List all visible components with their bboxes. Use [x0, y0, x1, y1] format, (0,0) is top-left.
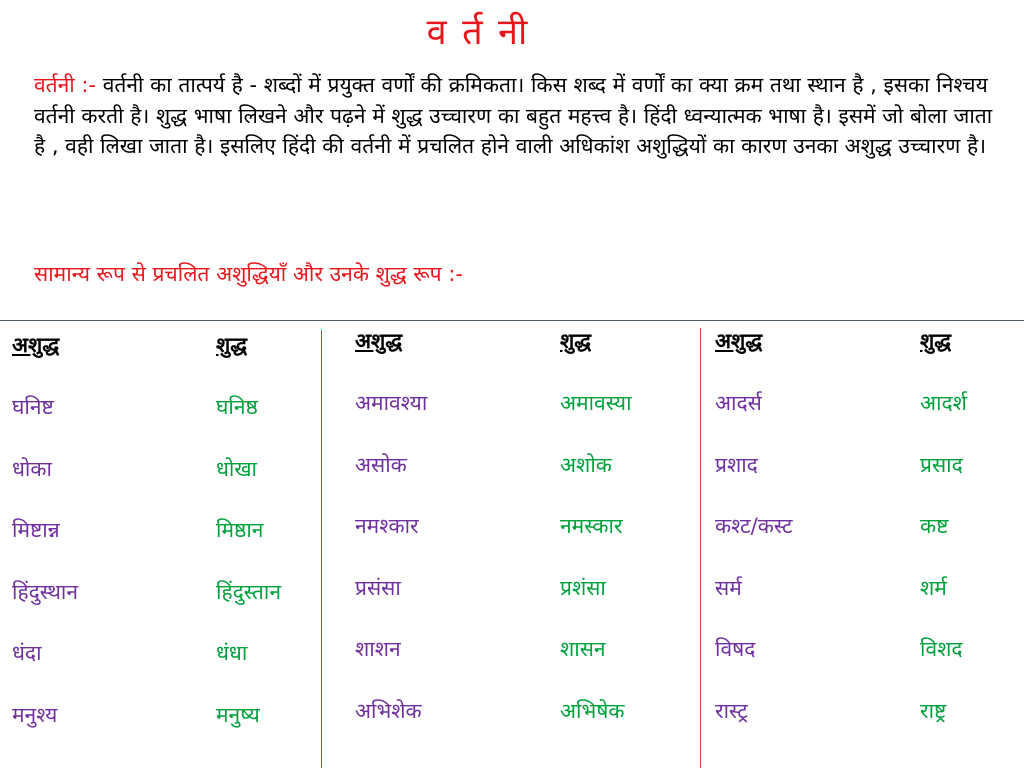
correct-word: घनिष्ठ: [216, 395, 258, 419]
group-3-incorrect-column: [715, 326, 793, 757]
incorrect-word: आदर्स: [715, 391, 762, 415]
correct-word: मनुष्य: [216, 702, 260, 727]
incorrect-word: शाशन: [355, 637, 401, 661]
group-1-correct-column: [216, 330, 281, 761]
correct-word: मिष्ठान: [216, 518, 264, 542]
correct-word: अमावस्या: [560, 391, 632, 415]
page-title: व र्त नी: [426, 12, 530, 53]
correct-word: शर्म: [920, 575, 947, 600]
incorrect-word: धंदा: [12, 641, 42, 665]
correct-word: कष्ट: [920, 514, 949, 538]
intro-paragraph: [34, 70, 994, 162]
incorrect-word: सर्म: [715, 575, 742, 600]
correct-header: शुद्ध: [560, 329, 592, 353]
column-divider-1: [321, 330, 322, 768]
incorrect-word: घनिष्ट: [12, 395, 54, 419]
group-3-correct-column: [920, 326, 967, 757]
correct-word: प्रशंसा: [560, 575, 606, 600]
correct-header: शुद्ध: [920, 329, 952, 353]
intro-text: वर्तनी का तात्पर्य है - शब्दों में प्रयुक्त वर्णों की क्रमिकता। किस शब्द में वर्णों का क्या क्रम तथा स्थान है , इसका निश्चय वर्तनी करती है। शुद्ध भाषा लिखने और पढ़ने में शुद्ध उच्चारण का बहुत महत्त्व है। हिंदी ध्वन्यात्मक भाषा है। इसमें जो बोला जाता है , वही लिखा जाता है। इसलिए हिंदी की वर्तनी में प्रचलित होने वाली अधिकांश अशुद्धियों का कारण उनका अशुद्ध उच्चारण है।: [34, 73, 993, 158]
incorrect-word: नमश्कार: [355, 514, 419, 538]
correct-header: शुद्ध: [216, 333, 248, 357]
correct-word: हिंदुस्तान: [216, 579, 281, 604]
correct-word: प्रसाद: [920, 452, 963, 477]
incorrect-word: रास्ट्र: [715, 698, 748, 723]
correct-word: धंधा: [216, 641, 248, 665]
group-2-correct-column: [560, 326, 632, 757]
incorrect-word: असोक: [355, 452, 407, 477]
correct-word: आदर्श: [920, 391, 967, 415]
incorrect-word: धोका: [12, 456, 52, 481]
correct-word: राष्ट्र: [920, 698, 947, 723]
incorrect-word: प्रशाद: [715, 452, 758, 477]
column-divider-2: [700, 328, 701, 768]
incorrect-word: अभिशेक: [355, 698, 422, 723]
group-2-incorrect-column: [355, 326, 427, 757]
incorrect-header: अशुद्ध: [12, 333, 60, 357]
table-heading: सामान्य रूप से प्रचलित अशुद्धियाँ और उनके शुद्ध रूप :-: [34, 262, 463, 286]
incorrect-word: अमावश्या: [355, 391, 428, 415]
incorrect-word: मिष्टान्न: [12, 518, 60, 542]
correct-word: शासन: [560, 637, 606, 661]
incorrect-header: अशुद्ध: [715, 329, 763, 353]
incorrect-word: प्रसंसा: [355, 575, 401, 600]
correct-word: नमस्कार: [560, 514, 623, 538]
correct-word: अशोक: [560, 452, 612, 477]
incorrect-word: विषद: [715, 637, 756, 661]
table-top-divider: [0, 320, 1024, 321]
correct-word: अभिषेक: [560, 698, 625, 723]
group-1-incorrect-column: [12, 330, 78, 761]
incorrect-word: कश्ट/कस्ट: [715, 514, 793, 538]
correct-word: धोखा: [216, 456, 257, 481]
intro-lead: वर्तनी :-: [34, 73, 103, 97]
correct-word: विशद: [920, 637, 963, 661]
incorrect-header: अशुद्ध: [355, 329, 403, 353]
incorrect-word: मनुश्य: [12, 702, 58, 727]
incorrect-word: हिंदुस्थान: [12, 579, 79, 604]
